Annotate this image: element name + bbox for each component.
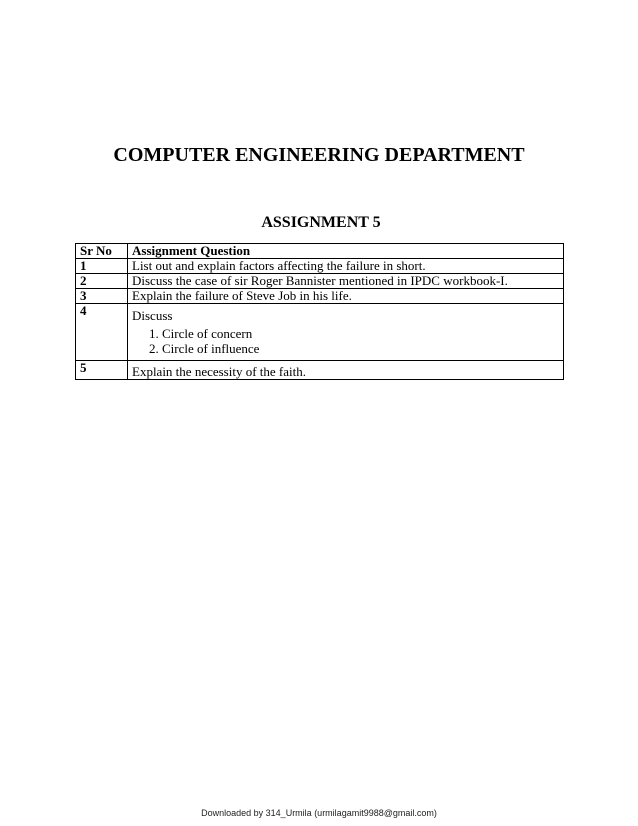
assignment-title: ASSIGNMENT 5 bbox=[261, 214, 381, 231]
table-row bbox=[76, 259, 564, 274]
list-item-text: Circle of concern bbox=[162, 326, 253, 341]
list-item-text: Circle of influence bbox=[162, 341, 260, 356]
list-item-number: 1. bbox=[149, 326, 159, 341]
list-item-number: 2. bbox=[149, 341, 159, 356]
list-item bbox=[132, 326, 559, 341]
discuss-sublist bbox=[132, 326, 559, 356]
row-sr-no: 4 bbox=[76, 304, 128, 361]
row-sr-no: 2 bbox=[76, 274, 128, 289]
table-row bbox=[76, 304, 564, 361]
row-question: Explain the failure of Steve Job in his life. bbox=[128, 289, 564, 304]
row-question: Discuss bbox=[132, 308, 173, 323]
row-sr-no: 1 bbox=[76, 259, 128, 274]
assignment-table bbox=[75, 243, 564, 380]
row-sr-no: 3 bbox=[76, 289, 128, 304]
table-row bbox=[76, 361, 564, 380]
department-title: COMPUTER ENGINEERING DEPARTMENT bbox=[113, 144, 525, 166]
row-question-cell bbox=[128, 304, 564, 361]
list-item bbox=[132, 341, 559, 356]
row-sr-no: 5 bbox=[76, 361, 128, 380]
row-question: Explain the necessity of the faith. bbox=[128, 361, 564, 380]
row-question: List out and explain factors affecting the failure in short. bbox=[128, 259, 564, 274]
row-question: Discuss the case of sir Roger Bannister mentioned in IPDC workbook-I. bbox=[128, 274, 564, 289]
table-row bbox=[76, 274, 564, 289]
table-row bbox=[76, 289, 564, 304]
header-assignment-question: Assignment Question bbox=[128, 244, 564, 259]
download-footer: Downloaded by 314_Urmila (urmilagamit9988@gmail.com) bbox=[201, 808, 437, 818]
header-sr-no: Sr No bbox=[76, 244, 128, 259]
table-header-row bbox=[76, 244, 564, 259]
